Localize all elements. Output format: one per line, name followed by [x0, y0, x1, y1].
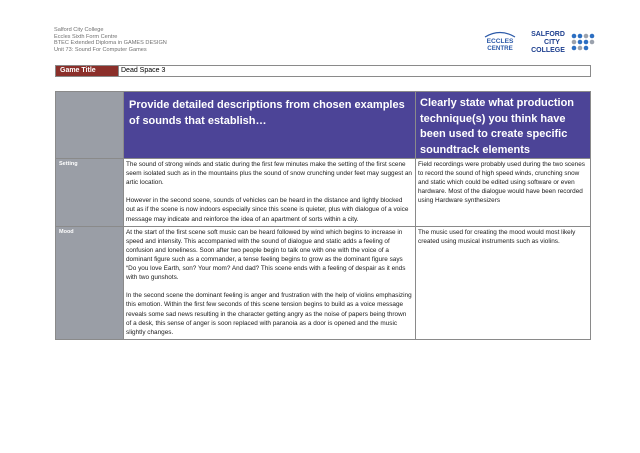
techniques-header: Clearly state what production technique(s) you think have been used to create specific soundtrack elements — [416, 92, 591, 159]
setting-description — [124, 159, 416, 227]
setting-technique: Field recordings were probably used during the two scenes to record the sound of high speed winds, crunching snow and static which could be edited using software or even hardware. Most of the dialogue would have been recorded using Hardware synthesizers — [416, 159, 591, 227]
eccles-logo — [482, 29, 518, 53]
mood-paragraph-2: In the second scene the dominant feeling is anger and frustration with the help of violins emphasizing this emotion. Within the first few seconds of this scene tension begins to build as a voice message reveals some sad news resulting in the character getting angry as the noise of papers being thrown of a desk, this sense of anger is soon replaced with paranoia as a door is opened and the music slightly changes. — [126, 292, 412, 336]
salford-logo-line3: COLLEGE — [531, 47, 565, 54]
mood-paragraph-1: At the start of the first scene soft music can be heard followed by wind which begins to increase in speed and intensity. This accompanied with the sound of dialogue and static adds a feeling of confusion and loneliness. Soon after two people begin to talk one with one with the voice of a dominant figure such as a commander, a tense feeling begins to grow as the dominant figure says “Do you love Earth, son? Your mom? And dad? This scene ends with a feeling of despair as it ends with two gunshots. — [126, 228, 406, 282]
salford-college-logo — [528, 27, 596, 55]
header-line-course: BTEC Extended Diploma in GAMES DESIGN — [54, 40, 167, 47]
game-title-table — [55, 65, 591, 77]
logo-dots-icon — [572, 34, 595, 51]
table-header-row — [56, 92, 591, 159]
setting-paragraph-2: However in the second scene, sounds of vehicles can be heard in the distance and lightly blocked out as if the scene is now indoors especially since this scene is quieter, plus with dialogue of a voice message may indicate and reinforce the idea of an apartment of sorts within a city. — [126, 197, 409, 223]
mood-technique: The music used for creating the mood would most likely created using musical instruments such as violins. — [416, 226, 591, 339]
header-line-centre: Eccles Sixth Form Centre — [54, 33, 118, 40]
game-title-value: Dead Space 3 — [119, 66, 591, 77]
header-blank-cell — [56, 92, 124, 159]
salford-logo-line2: CITY — [544, 39, 560, 46]
header-line-unit: Unit 73: Sound For Computer Games — [54, 46, 147, 53]
setting-paragraph-1: The sound of strong winds and static during the first few minutes make the setting of the first scene seem isolated such as in the mountains plus the sound of snow crunching under feet may suggest an artic location. — [126, 161, 412, 187]
header-line-college: Salford City College — [54, 27, 104, 33]
table-row — [56, 159, 591, 227]
eccles-logo-line1: ECCLES — [486, 38, 514, 45]
row-label-mood: Mood — [56, 226, 124, 339]
descriptions-header: Provide detailed descriptions from chosen examples of sounds that establish… — [124, 92, 416, 159]
row-label-setting: Setting — [56, 159, 124, 227]
document-header — [54, 27, 167, 53]
eccles-logo-line2: CENTRE — [487, 45, 513, 52]
game-title-label: Game Title — [56, 66, 119, 77]
mood-description — [124, 226, 416, 339]
table-row — [56, 226, 591, 339]
salford-logo-line1: SALFORD — [531, 31, 565, 38]
analysis-table — [55, 91, 591, 340]
